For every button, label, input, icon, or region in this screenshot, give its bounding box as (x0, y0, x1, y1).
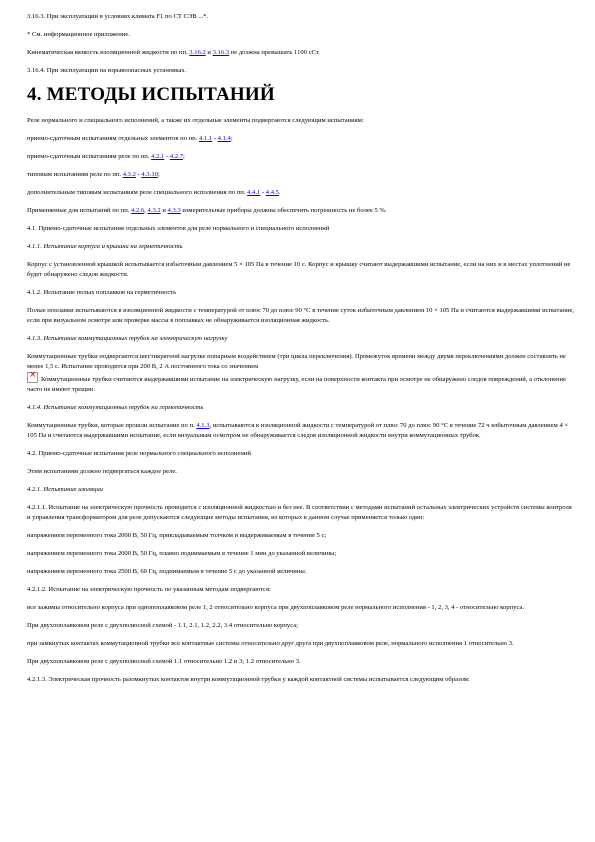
text-run: приемо-сдаточным испытаниям отдельных элементов по пп. (27, 135, 199, 142)
text-run: дополнительным типовым испытаниям реле специального исполнения по пп. (27, 189, 248, 196)
text-run: Кинематическая вязкость изоляционной жидкости по пп. (27, 49, 190, 56)
link-4-1-4[interactable]: 4.1.4 (217, 135, 231, 142)
subsection-4-1-4-title: 4.1.4. Испытание коммутационных трубок на герметичность (27, 404, 204, 411)
paragraph-4-1-3 (27, 352, 575, 395)
text-run: ; (230, 135, 233, 142)
text-run: и (205, 49, 213, 56)
link-3-16-2[interactable]: 3.16.2 (189, 49, 206, 56)
paragraph-4-1-1: Корпус с установленной крышкой испытывается избыточным давлением 5 × 105 Па в течение 10 с. Корпус и крышку считают выдержавшими испытание, если на них и в местах уплотнений не будет обнаружено следов жидкости. (27, 261, 571, 278)
paragraph-double-float-scheme: При двухпоплавковом реле с двухполюсной схемой 1.1 относительно 1.2 и 3; 1.2 относительно 3. (27, 658, 301, 665)
paragraph-4-2-1-3: 4.2.1.3. Электрическая прочность разомкнутых контактов внутри коммутационной трубки у каждой контактной системы испытывается следующим образом: (27, 676, 470, 683)
test-list-item (27, 188, 575, 198)
paragraph-4-2-1-2: 4.2.1.2. Испытание на электрическую прочность по указанным методам подвергаются: (27, 586, 271, 593)
test-list-item (27, 134, 575, 144)
link-3-16-3[interactable]: 3.16.3 (212, 49, 230, 56)
viscosity-paragraph (27, 48, 575, 58)
text-run: и (160, 207, 168, 214)
text-run: не должна превышать 1100 сСт. (229, 49, 320, 56)
paragraph-3-16-3: 3.16.3. При эксплуатации в условиях климата F1 по СТ СЭВ ...*. (27, 13, 209, 20)
text-run: Коммутационные трубки подвергаются шестикратной нагрузке попарным воздействием (три цикла переключения). Промежуток времени между двумя переключениями должен составлять не менее 1,5 с. Испытание проводится при 200 В, 2 А постоянного тока со значением (27, 353, 566, 370)
subsection-4-2-1-title: 4.2.1. Испытание изоляции (27, 486, 103, 493)
intro-paragraph: Реле нормального и специального исполнений, а также их отдельные элементы подвергаются следующим испытаниям: (27, 117, 364, 124)
link-4-3-2[interactable]: 4.3.2 (147, 207, 161, 214)
link-4-1-3[interactable]: 4.1.3 (196, 422, 210, 429)
method-item: напряжением переменного тока 2500 В, 60 Гц, поднимаемым в течение 5 с до указанной величины. (27, 568, 307, 575)
subsection-4-1-3-title: 4.1.3. Испытание коммутационных трубок на электрическую нагрузку (27, 335, 228, 342)
subsection-4-1-1-title: 4.1.1. Испытание корпуса и крышки на герметичность (27, 243, 183, 250)
section-heading: 4. МЕТОДЫ ИСПЫТАНИЙ (27, 84, 275, 105)
paragraph-closed-contacts: при замкнутых контактах коммутационной трубки все контактные системы относительно друг друга при двухпоплавковом реле, нормального исполнения 1 относительно 3. (27, 640, 514, 647)
link-4-3-10[interactable]: 4.3.10 (141, 171, 158, 178)
paragraph-3-16-4: 3.16.4. При эксплуатации на взрывоопасных установках. (27, 67, 187, 74)
paragraph-4-1-4 (27, 421, 575, 441)
text-run: Коммутационные трубки считаются выдержавшими испытание на электрическую нагрузку, если на поверхности контакта при осмотре не обнаружено следов повреждений, а отклонение часто не имеют трещин. (27, 376, 566, 393)
text-run: приемо-сдаточным испытаниям реле по пп. (27, 153, 152, 160)
text-run: типовым испытаниям реле по пп. (27, 171, 123, 178)
text-run: измерительные приборы должны обеспечить погрешность не более 5 %. (180, 207, 387, 214)
paragraph-4-1-2: Полые поплавки испытываются в изоляционной жидкости с температурой от плюс 70 до плюс 90 °С в течение суток избыточным давлением 10 × 105 Па и считаются выдержавшими испытание, если при визуальном осмотре или проверке массы в поплавках не обнаруживается изоляционная жидкость. (27, 307, 575, 324)
text-run: , (144, 207, 148, 214)
subsection-4-2-title: 4.2. Приемо-сдаточные испытания реле нормального специального исполнений (27, 450, 251, 457)
method-item: напряжением переменного тока 2000 В, 50 Гц, плавно поднимаемым в течение 1 мин до указанной величины; (27, 550, 337, 557)
paragraph-clamps: все зажимы относительно корпуса при однопоплавковом реле 1, 2 относительно корпуса при двухпоплавковом реле нормального исполнения - 1, 2, 3, 4 - относительно корпуса. (27, 604, 524, 611)
text-run: , испытываются в изоляционной жидкости с температурой от плюс 70 до плюс 90 °С в течение 72 ч избыточным давлением 4 × 105 Па и считаются выдержавшими испытание, если визуальным осмотром не обнаруживается следов изоляционной жидкости внутри коммутационных трубок. (27, 422, 569, 439)
link-4-2-1[interactable]: 4.2.1 (151, 153, 165, 160)
test-list-item (27, 152, 575, 162)
instruments-paragraph (27, 206, 575, 216)
link-4-3-3[interactable]: 4.3.3 (167, 207, 181, 214)
footnote-paragraph: * См. информационное приложение. (27, 31, 130, 38)
text-run: ; (157, 171, 160, 178)
paragraph-4-2-1-1: 4.2.1.1. Испытание на электрическую прочность проводится с изоляционной жидкостью и без нее. В соответствии с методами испытаний остальных электрических устройств системы контроля и управления трансформатором для реле допускаются следующие методы испытания, из которых в данном случае применяется только один: (27, 504, 572, 521)
document-body (27, 12, 575, 693)
subsection-4-1-title: 4.1. Приемо-сдаточные испытания отдельных элементов для реле нормального и специального исполнений (27, 225, 330, 232)
text-run: Применяемые для испытаний по пп. (27, 207, 132, 214)
link-4-3-2[interactable]: 4.3.2 (122, 171, 136, 178)
text-run: Коммутационные трубки, которые прошли испытание по п. (27, 422, 197, 429)
text-run: . (278, 189, 281, 196)
text-run: - (260, 189, 266, 196)
broken-image-icon (27, 372, 38, 383)
link-4-4-1[interactable]: 4.4.1 (247, 189, 261, 196)
text-run: - (135, 171, 142, 178)
method-item: напряжением переменного тока 2000 В, 50 Гц, прикладываемым толчком и выдерживаемым в течение 5 с; (27, 532, 327, 539)
text-run: - (164, 153, 170, 160)
link-4-2-7[interactable]: 4.2.7 (169, 153, 184, 160)
paragraph-4-2: Этим испытаниям должно подвергаться каждое реле. (27, 468, 177, 475)
link-4-1-1[interactable]: 4.1.1 (198, 135, 213, 142)
text-run: ; (183, 153, 185, 160)
paragraph-double-float: При двухпоплавковом реле с двухполюсной схемой - 1.1, 2.1, 1.2, 2.2, 3.4 относительно корпуса; (27, 622, 298, 629)
link-4-2-6[interactable]: 4.2.6 (131, 207, 145, 214)
subsection-4-1-2-title: 4.1.2. Испытание полых поплавков на герметичность (27, 289, 177, 296)
text-run: - (212, 135, 218, 142)
test-list-item (27, 170, 575, 180)
link-4-4-5[interactable]: 4.4.5 (265, 189, 279, 196)
